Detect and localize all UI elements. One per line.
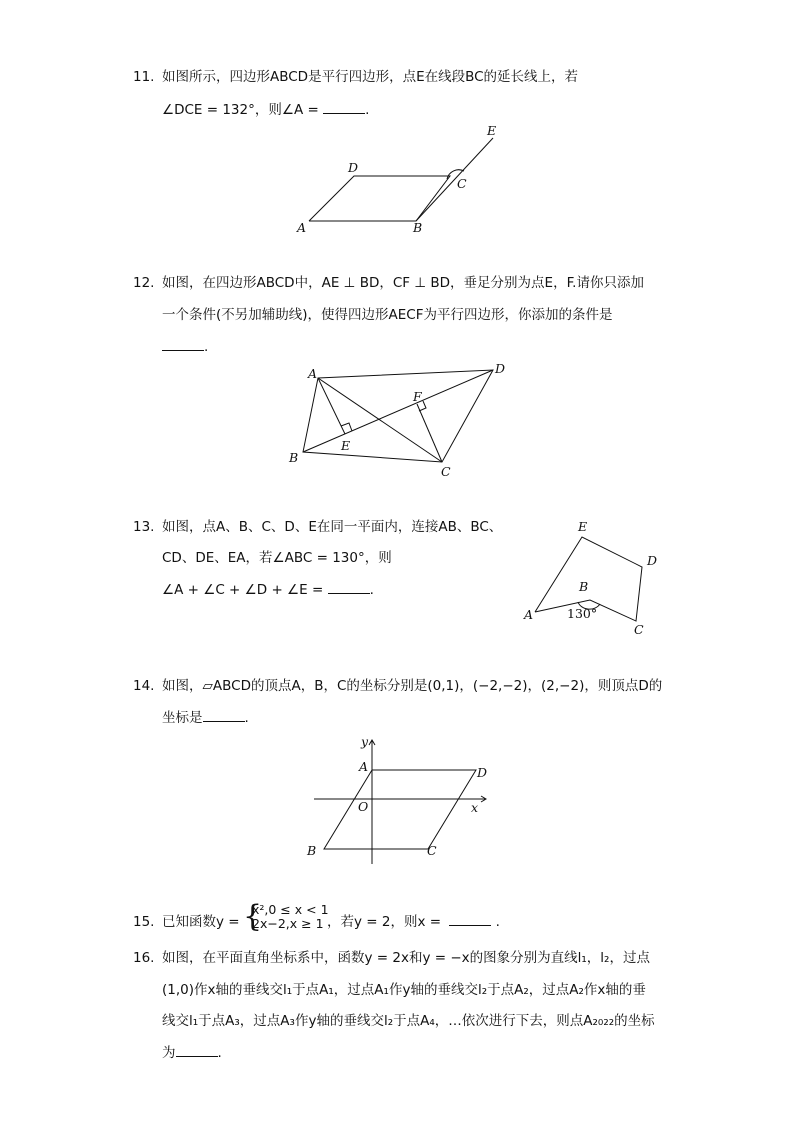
q15-ask: ，若y = 2，则x = — [327, 914, 442, 930]
q12-label-a: A — [308, 366, 318, 381]
q14-line1: 如图，▱ABCD的顶点A，B，C的坐标分别是(0,1)，(−2,−2)，(2,−2)，则顶点D的 — [162, 678, 663, 694]
q14-label-a: A — [359, 759, 369, 774]
q15-case2: 2x−2,x ≥ 1 — [252, 916, 324, 931]
q12-line2: 一个条件(不另加辅助线)，使得四边形AECF为平行四边形，你添加的条件是 — [162, 307, 613, 323]
q16-line1: 如图，在平面直角坐标系中，函数y = 2x和y = −x的图象分别为直线l₁，l₂，过点 — [162, 950, 650, 966]
q13-line1: 如图，点A、B、C、D、E在同一平面内，连接AB、BC、 — [162, 519, 503, 535]
q14-label-d: D — [477, 765, 488, 780]
q16-end: . — [217, 1045, 222, 1061]
q11-label-d: D — [348, 160, 359, 175]
q14-label-y: y — [361, 734, 369, 749]
q12-number: 12. — [133, 275, 155, 291]
q12-label-c: C — [441, 464, 451, 479]
q16-answer-blank[interactable] — [176, 1044, 218, 1057]
q12-end: . — [204, 339, 209, 355]
q15-case1: x²,0 ≤ x < 1 — [252, 902, 329, 917]
q16-ask: 为 — [162, 1045, 176, 1061]
q13-line2: CD、DE、EA，若∠ABC = 130°，则 — [162, 550, 392, 566]
q14-label-c: C — [427, 843, 437, 858]
q11-number: 11. — [133, 69, 155, 85]
q15-post — [327, 913, 500, 931]
q11-end: . — [365, 102, 370, 118]
q14-ask: 坐标是 — [162, 710, 203, 726]
q11-label-a: A — [297, 220, 307, 235]
q16-line4 — [162, 1044, 222, 1062]
q13-label-c: C — [634, 622, 644, 637]
q11-label-c: C — [457, 176, 467, 191]
q14-end: . — [244, 710, 249, 726]
q13-expression: ∠A + ∠C + ∠D + ∠E = — [162, 582, 324, 598]
q11-label-b: B — [413, 220, 423, 235]
q15-number: 15. — [133, 914, 155, 930]
q14-label-b: B — [307, 843, 317, 858]
q13-angle-label: 130° — [567, 606, 598, 621]
q15-brace: { — [243, 899, 263, 934]
q11-label-e: E — [487, 123, 497, 138]
q12-label-d: D — [495, 361, 506, 376]
q15-end: . — [495, 914, 500, 930]
q14-label-x: x — [471, 800, 479, 815]
q15-answer-blank[interactable] — [449, 913, 491, 926]
q11-angle-dce: ∠DCE = 132° — [162, 102, 255, 118]
q14-number: 14. — [133, 678, 155, 694]
q13-label-e: E — [578, 519, 588, 534]
q13-number: 13. — [133, 519, 155, 535]
q15-pre: 已知函数y = — [162, 914, 240, 930]
q12-label-b: B — [289, 450, 299, 465]
q13-label-d: D — [647, 553, 658, 568]
q12-label-e: E — [341, 438, 351, 453]
q11-ask: ，则∠A = — [254, 102, 319, 118]
q13-label-b: B — [579, 579, 589, 594]
q16-line2: (1,0)作x轴的垂线交l₁于点A₁，过点A₁作y轴的垂线交l₂于点A₂，过点A₂作x轴的垂 — [162, 982, 646, 998]
q12-label-f: F — [413, 389, 422, 404]
q16-line3: 线交l₁于点A₃，过点A₃作y轴的垂线交l₂于点A₄，…依次进行下去，则点A₂₀₂₂的坐标 — [162, 1013, 655, 1029]
q13-label-a: A — [524, 607, 534, 622]
q16-number: 16. — [133, 950, 155, 966]
q12-line1: 如图，在四边形ABCD中，AE ⊥ BD，CF ⊥ BD，垂足分别为点E，F.请你只添加 — [162, 275, 644, 291]
q11-line1: 如图所示，四边形ABCD是平行四边形，点E在线段BC的延长线上，若 — [162, 69, 579, 85]
q14-label-o: O — [358, 799, 369, 814]
q13-end: . — [369, 582, 374, 598]
